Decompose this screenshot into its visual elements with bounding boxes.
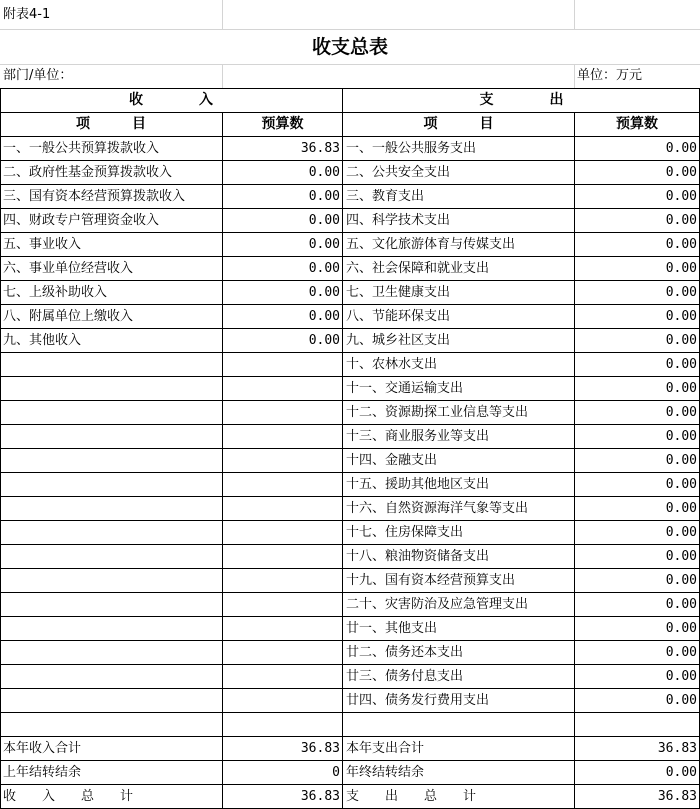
- expense-value-cell[interactable]: 0.00: [665, 189, 697, 204]
- expense-value-cell[interactable]: 0.00: [665, 309, 697, 324]
- income-item-cell[interactable]: 九、其他收入: [3, 333, 82, 348]
- table-border-line: [0, 304, 700, 305]
- expense-value-cell[interactable]: 0.00: [665, 405, 697, 420]
- income-value-cell[interactable]: [222, 665, 343, 689]
- table-row: [0, 209, 700, 233]
- table-border-line: [0, 208, 700, 209]
- income-value-cell[interactable]: 0.00: [308, 165, 340, 180]
- table-border-line: [0, 88, 1, 809]
- income-item-cell[interactable]: [0, 617, 222, 641]
- income-item-cell[interactable]: 五、事业收入: [3, 237, 82, 252]
- expense-budget-header[interactable]: 预算数: [616, 116, 658, 132]
- expense-item-cell[interactable]: 廿二、债务还本支出: [346, 645, 464, 660]
- income-item-cell[interactable]: 四、财政专户管理资金收入: [3, 213, 160, 228]
- income-value-cell[interactable]: 0.00: [308, 261, 340, 276]
- income-value-cell[interactable]: [222, 449, 343, 473]
- summary-expense-value[interactable]: 0.00: [665, 765, 697, 780]
- table-row: [0, 545, 700, 569]
- table-row: [0, 449, 700, 473]
- table-border-line: [0, 688, 700, 689]
- table-row: [0, 569, 700, 593]
- expense-item-cell[interactable]: 八、节能环保支出: [346, 309, 451, 324]
- table-row: [0, 377, 700, 401]
- table-row: [0, 473, 700, 497]
- expense-item-cell[interactable]: 十七、住房保障支出: [346, 525, 464, 540]
- summary-row: [0, 761, 700, 785]
- income-item-cell[interactable]: [0, 713, 222, 737]
- expense-value-cell[interactable]: 0.00: [665, 357, 697, 372]
- expense-value-cell[interactable]: 0.00: [665, 621, 697, 636]
- income-item-cell[interactable]: [0, 353, 222, 377]
- expense-value-cell[interactable]: 0.00: [665, 285, 697, 300]
- income-item-cell[interactable]: 六、事业单位经营收入: [3, 261, 134, 276]
- income-value-cell[interactable]: 0.00: [308, 285, 340, 300]
- table-row: [0, 281, 700, 305]
- income-value-cell[interactable]: [222, 689, 343, 713]
- expense-item-cell[interactable]: 三、教育支出: [346, 189, 425, 204]
- summary-row: [0, 737, 700, 761]
- section-header-row: [0, 89, 700, 113]
- expense-item-cell[interactable]: 十、农林水支出: [346, 357, 438, 372]
- income-item-cell[interactable]: [0, 473, 222, 497]
- expense-item-cell[interactable]: 十九、国有资本经营预算支出: [346, 573, 516, 588]
- table-row: [0, 521, 700, 545]
- table-row: [0, 665, 700, 689]
- table-row: [0, 497, 700, 521]
- table-border-line: [0, 568, 700, 569]
- income-value-cell[interactable]: [222, 377, 343, 401]
- appendix-row: [0, 0, 700, 30]
- summary-expense-value[interactable]: 36.83: [657, 789, 697, 804]
- expense-value-cell[interactable]: 0.00: [665, 669, 697, 684]
- table-border-line: [0, 424, 700, 425]
- expense-item-cell[interactable]: 廿四、债务发行费用支出: [346, 693, 490, 708]
- table-row: [0, 329, 700, 353]
- expense-value-cell[interactable]: 0.00: [665, 213, 697, 228]
- expense-item-cell[interactable]: 十八、粮油物资储备支出: [346, 549, 490, 564]
- expense-value-cell[interactable]: 0.00: [665, 381, 697, 396]
- table-border-line: [0, 376, 700, 377]
- income-item-cell[interactable]: 二、政府性基金预算拨款收入: [3, 165, 173, 180]
- table-row: [0, 233, 700, 257]
- income-item-cell[interactable]: [0, 401, 222, 425]
- table-row: [0, 305, 700, 329]
- table-border-line: [0, 712, 700, 713]
- table-row: [0, 641, 700, 665]
- summary-income-label[interactable]: 本年收入合计: [3, 741, 82, 756]
- expense-item-cell[interactable]: 十一、交通运输支出: [346, 381, 464, 396]
- dept-unit-row: [0, 64, 700, 88]
- summary-income-value[interactable]: 36.83: [300, 741, 340, 756]
- summary-row: [0, 785, 700, 809]
- table-border-line: [0, 328, 700, 329]
- income-item-cell[interactable]: 三、国有资本经营预算拨款收入: [3, 189, 186, 204]
- table-border-line: [0, 280, 700, 281]
- income-value-cell[interactable]: 36.83: [300, 141, 340, 156]
- income-value-cell[interactable]: [222, 425, 343, 449]
- table-row: [0, 401, 700, 425]
- expense-value-cell[interactable]: 0.00: [665, 261, 697, 276]
- table-row: [0, 425, 700, 449]
- table-row: [0, 161, 700, 185]
- income-value-cell[interactable]: [222, 353, 343, 377]
- income-item-cell[interactable]: 八、附属单位上缴收入: [3, 309, 134, 324]
- table-row: [0, 137, 700, 161]
- income-item-cell[interactable]: [0, 593, 222, 617]
- expense-item-cell[interactable]: 十二、资源勘探工业信息等支出: [346, 405, 529, 420]
- table-border-line: [0, 400, 700, 401]
- expense-value-cell[interactable]: 0.00: [665, 597, 697, 612]
- expense-item-cell[interactable]: 二、公共安全支出: [346, 165, 451, 180]
- table-border-line: [574, 112, 575, 809]
- expense-item-cell[interactable]: 十五、援助其他地区支出: [346, 477, 490, 492]
- expense-item-cell[interactable]: 廿三、债务付息支出: [346, 669, 464, 684]
- table-border-line: [0, 472, 700, 473]
- summary-income-value[interactable]: 36.83: [300, 789, 340, 804]
- table-border-line: [0, 184, 700, 185]
- expense-value-cell[interactable]: 0.00: [665, 573, 697, 588]
- income-value-cell[interactable]: 0.00: [308, 189, 340, 204]
- expense-value-cell[interactable]: 0.00: [665, 453, 697, 468]
- expense-value-cell[interactable]: 0.00: [665, 477, 697, 492]
- income-item-cell[interactable]: [0, 521, 222, 545]
- gridline: [574, 64, 575, 88]
- expense-value-cell[interactable]: 0.00: [665, 525, 697, 540]
- income-value-cell[interactable]: 0.00: [308, 333, 340, 348]
- title-row: [0, 30, 700, 64]
- column-header-row: [0, 113, 700, 137]
- income-value-cell[interactable]: [222, 545, 343, 569]
- income-item-cell[interactable]: [0, 689, 222, 713]
- expense-item-cell[interactable]: 五、文化旅游体育与传媒支出: [346, 237, 516, 252]
- expense-value-cell[interactable]: 0.00: [665, 141, 697, 156]
- income-value-cell[interactable]: 0.00: [308, 213, 340, 228]
- table-border-line: [0, 112, 700, 113]
- expense-item-cell[interactable]: 二十、灾害防治及应急管理支出: [346, 597, 529, 612]
- table-border-line: [0, 352, 700, 353]
- table-border-line: [0, 616, 700, 617]
- expense-value-cell[interactable]: 0.00: [665, 333, 697, 348]
- summary-expense-label[interactable]: 支 出 总 计: [346, 789, 477, 804]
- table-border-line: [222, 112, 223, 809]
- income-budget-header[interactable]: 预算数: [261, 116, 304, 132]
- income-value-cell[interactable]: [222, 713, 343, 737]
- table-border-line: [0, 520, 700, 521]
- expense-value-cell[interactable]: 0.00: [665, 549, 697, 564]
- income-value-cell[interactable]: [222, 617, 343, 641]
- income-item-cell[interactable]: [0, 425, 222, 449]
- table-border-line: [0, 640, 700, 641]
- expense-item-header[interactable]: 项 目: [423, 116, 494, 132]
- table-border-line: [0, 544, 700, 545]
- gridline: [222, 64, 223, 88]
- table-border-line: [0, 664, 700, 665]
- expense-item-cell[interactable]: 六、社会保障和就业支出: [346, 261, 490, 276]
- expense-item-cell[interactable]: 一、一般公共服务支出: [346, 141, 477, 156]
- expense-item-cell[interactable]: [343, 713, 574, 737]
- income-item-cell[interactable]: [0, 569, 222, 593]
- summary-expense-label[interactable]: 年终结转结余: [346, 765, 425, 780]
- income-item-cell[interactable]: 七、上级补助收入: [3, 285, 108, 300]
- income-item-cell[interactable]: 一、一般公共预算拨款收入: [3, 141, 160, 156]
- expense-value-cell[interactable]: 0.00: [665, 165, 697, 180]
- income-value-cell[interactable]: [222, 641, 343, 665]
- gridline: [222, 0, 223, 29]
- summary-expense-label[interactable]: 本年支出合计: [346, 741, 425, 756]
- table-row: [0, 713, 700, 737]
- income-item-header[interactable]: 项 目: [76, 116, 146, 132]
- table-row: [0, 353, 700, 377]
- page-title[interactable]: 收支总表: [311, 36, 388, 58]
- income-value-cell[interactable]: 0.00: [308, 309, 340, 324]
- expense-value-cell[interactable]: 0.00: [665, 645, 697, 660]
- table-border-line: [0, 88, 700, 89]
- summary-expense-value[interactable]: 36.83: [657, 741, 697, 756]
- expense-item-cell[interactable]: 九、城乡社区支出: [346, 333, 451, 348]
- income-item-cell[interactable]: [0, 641, 222, 665]
- income-item-cell[interactable]: [0, 665, 222, 689]
- table-border-line: [0, 736, 700, 737]
- income-value-cell[interactable]: [222, 593, 343, 617]
- income-value-cell[interactable]: [222, 401, 343, 425]
- gridline: [0, 64, 700, 65]
- table-border-line: [342, 88, 343, 809]
- expense-value-cell[interactable]: 0.00: [665, 501, 697, 516]
- table-border-line: [0, 784, 700, 785]
- income-value-cell[interactable]: [222, 497, 343, 521]
- table-border-line: [0, 448, 700, 449]
- expense-item-cell[interactable]: 四、科学技术支出: [346, 213, 451, 228]
- income-item-cell[interactable]: [0, 377, 222, 401]
- summary-income-label[interactable]: 收 入 总 计: [3, 789, 134, 804]
- expense-item-cell[interactable]: 十四、金融支出: [346, 453, 438, 468]
- expense-item-cell[interactable]: 廿一、其他支出: [346, 621, 438, 636]
- expense-value-cell[interactable]: 0.00: [665, 693, 697, 708]
- income-header[interactable]: 收 入: [129, 92, 213, 108]
- expense-item-cell[interactable]: 十六、自然资源海洋气象等支出: [346, 501, 529, 516]
- expense-header[interactable]: 支 出: [479, 92, 564, 108]
- table-border-line: [0, 160, 700, 161]
- expense-value-cell[interactable]: 0.00: [665, 237, 697, 252]
- appendix-label[interactable]: 附表4-1: [3, 7, 51, 22]
- table-border-line: [0, 592, 700, 593]
- income-value-cell[interactable]: 0.00: [308, 237, 340, 252]
- table-row: [0, 257, 700, 281]
- table-border-line: [0, 496, 700, 497]
- expense-item-cell[interactable]: 七、卫生健康支出: [346, 285, 451, 300]
- income-value-cell[interactable]: [222, 473, 343, 497]
- expense-value-cell[interactable]: [574, 713, 700, 737]
- table-row: [0, 593, 700, 617]
- summary-income-label[interactable]: 上年结转结余: [3, 765, 82, 780]
- table-row: [0, 185, 700, 209]
- income-item-cell[interactable]: [0, 545, 222, 569]
- table-border-line: [0, 136, 700, 137]
- gridline: [574, 0, 575, 29]
- unit-label[interactable]: 单位：万元: [577, 68, 643, 83]
- income-item-cell[interactable]: [0, 449, 222, 473]
- income-value-cell[interactable]: [222, 569, 343, 593]
- table-border-line: [0, 256, 700, 257]
- table-row: [0, 617, 700, 641]
- dept-label[interactable]: 部门/单位：: [3, 68, 73, 83]
- expense-item-cell[interactable]: 十三、商业服务业等支出: [346, 429, 490, 444]
- table-border-line: [0, 760, 700, 761]
- gridline: [0, 29, 700, 30]
- table-row: [0, 689, 700, 713]
- expense-value-cell[interactable]: 0.00: [665, 429, 697, 444]
- summary-income-value[interactable]: 0: [332, 765, 340, 780]
- income-item-cell[interactable]: [0, 497, 222, 521]
- table-border-line: [0, 232, 700, 233]
- income-value-cell[interactable]: [222, 521, 343, 545]
